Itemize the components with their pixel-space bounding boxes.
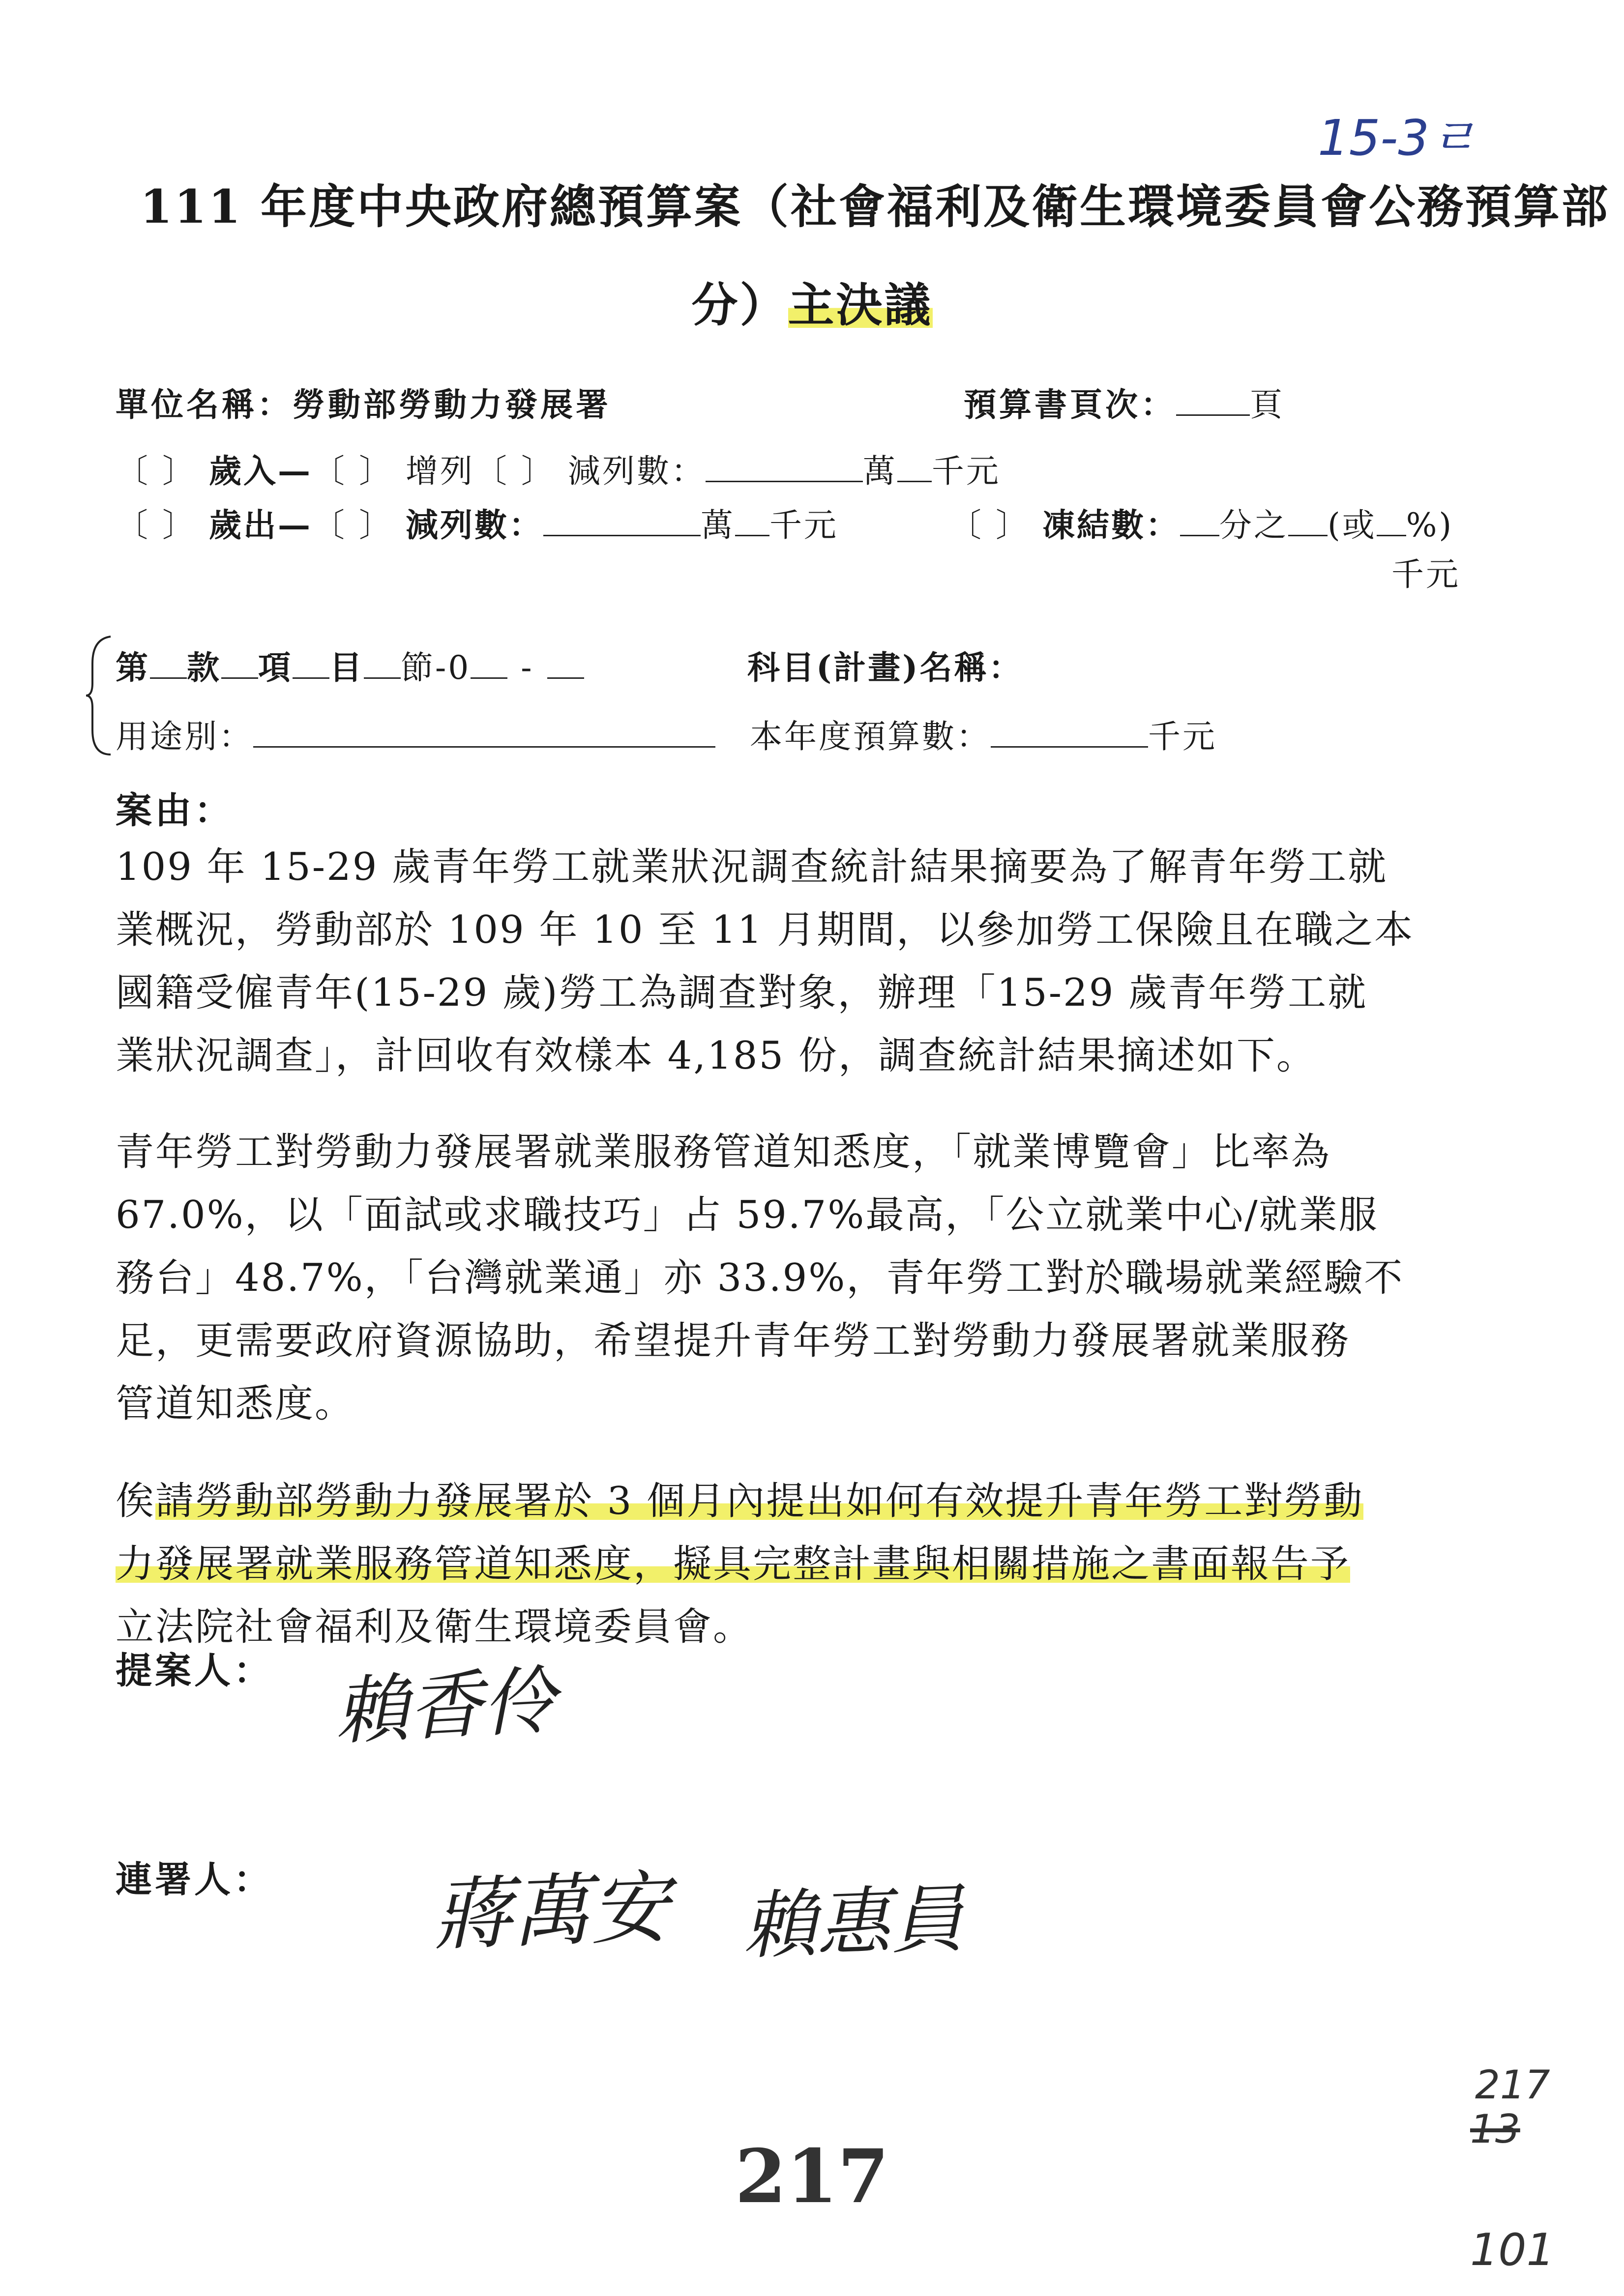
revenue-inc-checkbox[interactable]: 〔 〕 — [312, 452, 393, 490]
page-title-line-2 — [0, 268, 1624, 334]
expense-wan-blank[interactable] — [543, 506, 701, 536]
p2-line: 青年勞工對勞動力發展署就業服務管道知悉度，「就業博覽會」比率為 — [116, 1130, 1331, 1174]
kuan-blank[interactable] — [221, 649, 258, 679]
wan-label: 萬 — [700, 506, 735, 544]
freeze-label: 凍結數： — [1042, 506, 1180, 544]
usage-row — [116, 710, 715, 757]
handwritten-note-2: 13 — [1470, 2106, 1520, 2152]
page-title — [140, 170, 1610, 236]
p2-line: 足，更需要政府資源協助，希望提升青年勞工對勞動力發展署就業服務 — [116, 1319, 1351, 1363]
page-label: 預算書頁次： — [964, 385, 1176, 424]
case-paragraph-1 — [116, 836, 1473, 1087]
p1-line: 業概況，勞動部於 109 年 10 至 11 月期間，以參加勞工保險且在職之本 — [116, 908, 1415, 952]
xiang-label: 項 — [258, 648, 293, 687]
case-paragraph-2 — [116, 1121, 1473, 1435]
unit-name: 單位名稱：勞動部勞動力發展署 — [116, 385, 611, 424]
wan-label: 萬 — [862, 452, 897, 490]
budget-page-ref — [964, 378, 1285, 425]
cosigner-signature-2: 賴惠員 — [741, 1876, 966, 1970]
section-row — [116, 641, 584, 688]
p2-line: 67.0%，以「面試或求職技巧」占 59.7%最高，「公立就業中心/就業服 — [116, 1193, 1379, 1237]
proposer-signature: 賴香伶 — [332, 1658, 558, 1755]
page-blank[interactable] — [1176, 386, 1250, 416]
dash-label: - — [521, 649, 534, 687]
proposer-label: 提案人： — [116, 1650, 273, 1692]
di-blank[interactable] — [150, 649, 187, 679]
freeze-denominator-blank[interactable] — [1288, 506, 1328, 536]
usage-blank[interactable] — [253, 718, 715, 748]
expense-label: 歲出— — [208, 506, 312, 544]
subject-label: 科目(計畫)名稱： — [747, 648, 1023, 687]
title-prefix: 分） — [691, 278, 788, 332]
usage-label: 用途別： — [116, 718, 253, 756]
p3-line-2 — [116, 1533, 1473, 1596]
huo-label: (或 — [1327, 506, 1377, 544]
xiang-blank[interactable] — [293, 649, 329, 679]
revenue-wan-blank[interactable] — [706, 452, 863, 482]
cosigner-label: 連署人： — [116, 1859, 273, 1901]
expense-qian-blank[interactable] — [735, 506, 769, 536]
freeze-unit: 千元 — [1391, 555, 1460, 593]
budget-blank[interactable] — [991, 718, 1148, 748]
jie-blank[interactable] — [471, 649, 507, 679]
section-bracket — [84, 634, 113, 757]
p2-line: 管道知悉度。 — [116, 1382, 355, 1426]
fenzhi-label: 分之 — [1219, 506, 1288, 544]
expense-dec-checkbox[interactable]: 〔 〕 — [312, 506, 393, 544]
p3-line-3: 立法院社會福利及衛生環境委員會。 — [116, 1605, 753, 1649]
expense-row — [116, 499, 838, 546]
di-label: 第 — [116, 648, 150, 687]
p1-line: 業狀況調查」，計回收有效樣本 4,185 份，調查統計結果摘述如下。 — [116, 1034, 1316, 1078]
revenue-checkbox[interactable]: 〔 〕 — [116, 452, 197, 490]
mu-blank[interactable] — [364, 649, 401, 679]
qianyuan-label: 千元 — [769, 506, 838, 544]
case-paragraph-3 — [116, 1470, 1473, 1658]
expense-dec-label: 減列數： — [405, 506, 543, 544]
budget-unit: 千元 — [1148, 718, 1217, 756]
p1-line: 國籍受僱青年(15-29 歲)勞工為調查對象，辦理「15-29 歲青年勞工就 — [116, 971, 1368, 1015]
revenue-label: 歲入— — [208, 452, 312, 490]
budget-row — [750, 710, 1217, 757]
mu-label: 目 — [329, 648, 364, 687]
freeze-checkbox[interactable]: 〔 〕 — [949, 506, 1030, 544]
dash-blank[interactable] — [547, 649, 584, 679]
case-label: 案由： — [116, 789, 234, 832]
expense-checkbox[interactable]: 〔 〕 — [116, 506, 197, 544]
freeze-numerator-blank[interactable] — [1180, 506, 1219, 536]
revenue-dec-label: 減列數： — [567, 452, 706, 490]
qianyuan-label: 千元 — [931, 452, 1001, 490]
page-unit: 頁 — [1250, 386, 1285, 424]
title-line-1: 111 年度中央政府總預算案（社會福利及衛生環境委員會公務預算部 — [140, 180, 1610, 234]
percent-label: %) — [1406, 506, 1454, 544]
cosigner-signature-1: 蔣萬安 — [431, 1861, 671, 1962]
jie-label: 節-0 — [401, 649, 471, 687]
p2-line: 務台」48.7%，「台灣就業通」亦 33.9%，青年勞工對於職場就業經驗不 — [116, 1256, 1404, 1300]
title-highlight: 主決議 — [788, 278, 933, 332]
page-number: 217 — [735, 2133, 889, 2220]
p3-highlight-2: 力發展署就業服務管道知悉度，擬具完整計畫與相關措施之書面報告予 — [116, 1542, 1351, 1586]
kuan-label: 款 — [187, 648, 221, 687]
p3-prefix: 俟 — [116, 1479, 156, 1523]
p1-line: 109 年 15-29 歲青年勞工就業狀況調查統計結果摘要為了解青年勞工就 — [116, 845, 1388, 889]
p3-line-1 — [116, 1470, 1473, 1533]
revenue-dec-checkbox[interactable]: 〔 〕 — [474, 452, 556, 490]
budget-label: 本年度預算數： — [750, 718, 991, 756]
handwritten-note-3: 101 — [1470, 2224, 1555, 2276]
revenue-inc-label: 增列 — [405, 452, 474, 490]
freeze-percent-blank[interactable] — [1377, 506, 1406, 536]
revenue-row — [116, 445, 1001, 492]
p3-highlight-1: 請勞動部勞動力發展署於 3 個月內提出如何有效提升青年勞工對勞動 — [155, 1479, 1364, 1523]
handwritten-annotation: 15-3ㄹ — [1318, 109, 1477, 167]
revenue-qian-blank[interactable] — [897, 452, 932, 482]
handwritten-note-1: 217 — [1475, 2062, 1550, 2108]
freeze-row — [949, 499, 1453, 546]
